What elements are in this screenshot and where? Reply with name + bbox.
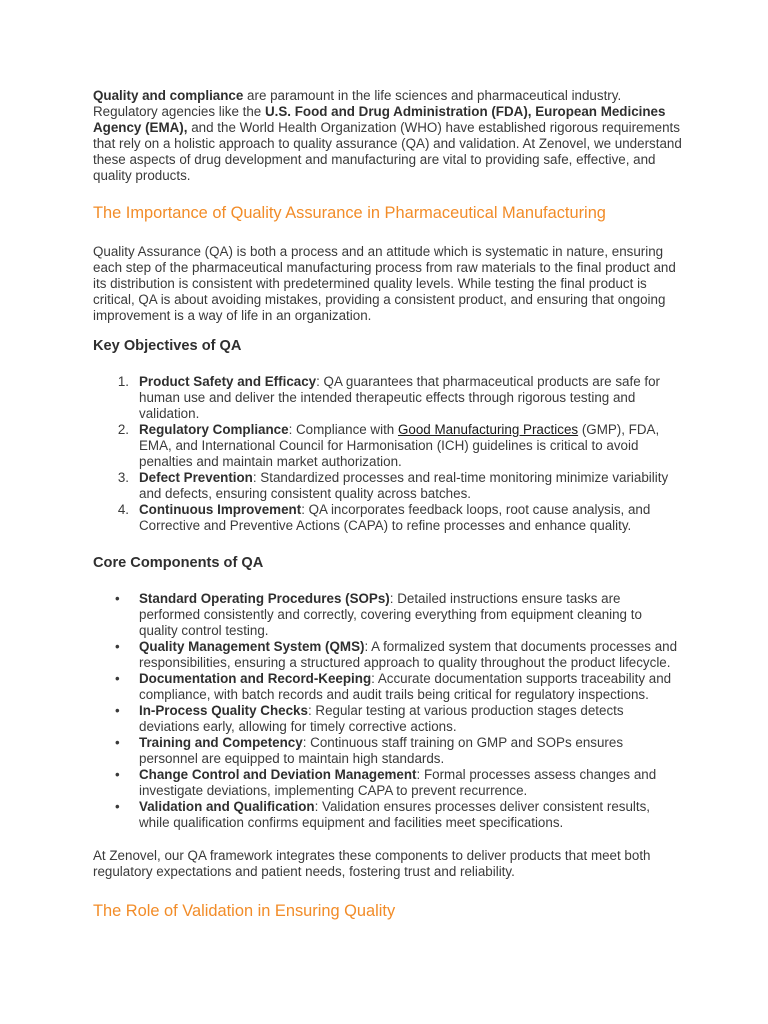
list-number: 3.: [117, 470, 129, 485]
bullet-icon: •: [115, 799, 120, 814]
list-item: [93, 502, 683, 534]
list-number: 4.: [117, 502, 129, 517]
bullet-icon: •: [115, 767, 120, 782]
key-objectives-heading: Key Objectives of QA: [93, 338, 242, 354]
qa-definition-paragraph: Quality Assurance (QA) is both a process and an attitude which is systematic in nature, ensuring each step of the pharmaceutical manufacturing process from raw materials to the final product and its distribution is consistent with predetermined quality levels. While testing the final product is critical, QA is about avoiding mistakes, providing a consistent product, and ensuring that ongoing improvement is a way of life in an organization.: [93, 244, 676, 323]
list-number: 2.: [117, 422, 129, 437]
objective-title: Defect Prevention: [139, 470, 253, 485]
list-item: [93, 470, 683, 502]
intro-text-2: and the World Health Organization (WHO) have established rigorous requirements that rely on a holistic approach to quality assurance (QA) and validation. At Zenovel, we understand these aspects of drug development and manufacturing are vital to providing safe, effective, and quality products.: [93, 120, 682, 183]
objective-title: Regulatory Compliance: [139, 422, 289, 437]
objective-title: Continuous Improvement: [139, 502, 302, 517]
intro-bold-agencies: U.S. Food and Drug Administration (FDA), European Medicines Agency (EMA),: [93, 104, 666, 135]
bullet-icon: •: [115, 703, 120, 718]
list-item: [93, 767, 683, 799]
list-item: [93, 639, 683, 671]
component-text: : Detailed instructions ensure tasks are performed consistently and correctly, covering everything from equipment cleaning to quality control testing.: [139, 591, 642, 638]
objective-title: Product Safety and Efficacy: [139, 374, 317, 389]
component-title: Standard Operating Procedures (SOPs): [139, 591, 390, 606]
closing-paragraph: At Zenovel, our QA framework integrates these components to deliver products that meet both regulatory expectations and patient needs, fostering trust and reliability.: [93, 848, 651, 879]
list-number: 1.: [117, 374, 129, 389]
objective-text: : QA guarantees that pharmaceutical products are safe for human use and deliver the intended therapeutic effects through rigorous testing and validation.: [139, 374, 660, 421]
bullet-icon: •: [115, 671, 120, 686]
list-item: [93, 591, 683, 639]
document-page: [93, 88, 683, 942]
objective-text: (GMP), FDA, EMA, and International Council for Harmonisation (ICH) guidelines is critical to avoid penalties and maintain market authorization.: [139, 422, 660, 469]
intro-text-1: are paramount in the life sciences and pharmaceutical industry. Regulatory agencies like the: [93, 88, 622, 119]
section-heading-qa-importance: The Importance of Quality Assurance in Pharmaceutical Manufacturing: [93, 204, 606, 222]
component-text: : Accurate documentation supports traceability and compliance, with batch records and audit trails being critical for regulatory inspections.: [139, 671, 672, 702]
bullet-icon: •: [115, 735, 120, 750]
component-title: Training and Competency: [139, 735, 303, 750]
list-item: [93, 671, 683, 703]
component-title: Validation and Qualification: [139, 799, 315, 814]
list-item: [93, 422, 683, 470]
component-text: : Validation ensures processes deliver consistent results, while qualification confirms equipment and facilities meet specifications.: [139, 799, 651, 830]
bullet-icon: •: [115, 639, 120, 654]
component-title: Quality Management System (QMS): [139, 639, 365, 654]
objective-text: : Standardized processes and real-time monitoring minimize variability and defects, ensuring consistent quality across batches.: [139, 470, 669, 501]
intro-paragraph: [93, 88, 683, 184]
component-title: Documentation and Record-Keeping: [139, 671, 372, 686]
list-item: [93, 735, 683, 767]
components-list: [93, 591, 683, 831]
list-item: [93, 799, 683, 831]
objective-text-before-link: : Compliance with: [288, 422, 398, 437]
gmp-link[interactable]: Good Manufacturing Practices: [397, 422, 579, 437]
component-title: In-Process Quality Checks: [139, 703, 308, 718]
component-text: : Continuous staff training on GMP and SOPs ensures personnel are equipped to maintain high standards.: [139, 735, 624, 766]
section-heading-validation-role: The Role of Validation in Ensuring Quality: [93, 902, 396, 920]
bullet-icon: •: [115, 591, 120, 606]
component-title: Change Control and Deviation Management: [139, 767, 417, 782]
objective-text: : QA incorporates feedback loops, root cause analysis, and Corrective and Preventive Actions (CAPA) to refine processes and enhance quality.: [139, 502, 651, 533]
objectives-list: [93, 374, 683, 534]
core-components-heading: Core Components of QA: [93, 555, 264, 571]
component-text: : Regular testing at various production stages detects deviations early, allowing for timely corrective actions.: [139, 703, 624, 734]
component-text: : A formalized system that documents processes and responsibilities, ensuring a structured approach to quality throughout the product lifecycle.: [139, 639, 678, 670]
intro-bold-quality: Quality and compliance: [93, 88, 244, 103]
component-text: : Formal processes assess changes and investigate deviations, implementing CAPA to prevent recurrence.: [139, 767, 657, 798]
list-item: [93, 374, 683, 422]
list-item: [93, 703, 683, 735]
